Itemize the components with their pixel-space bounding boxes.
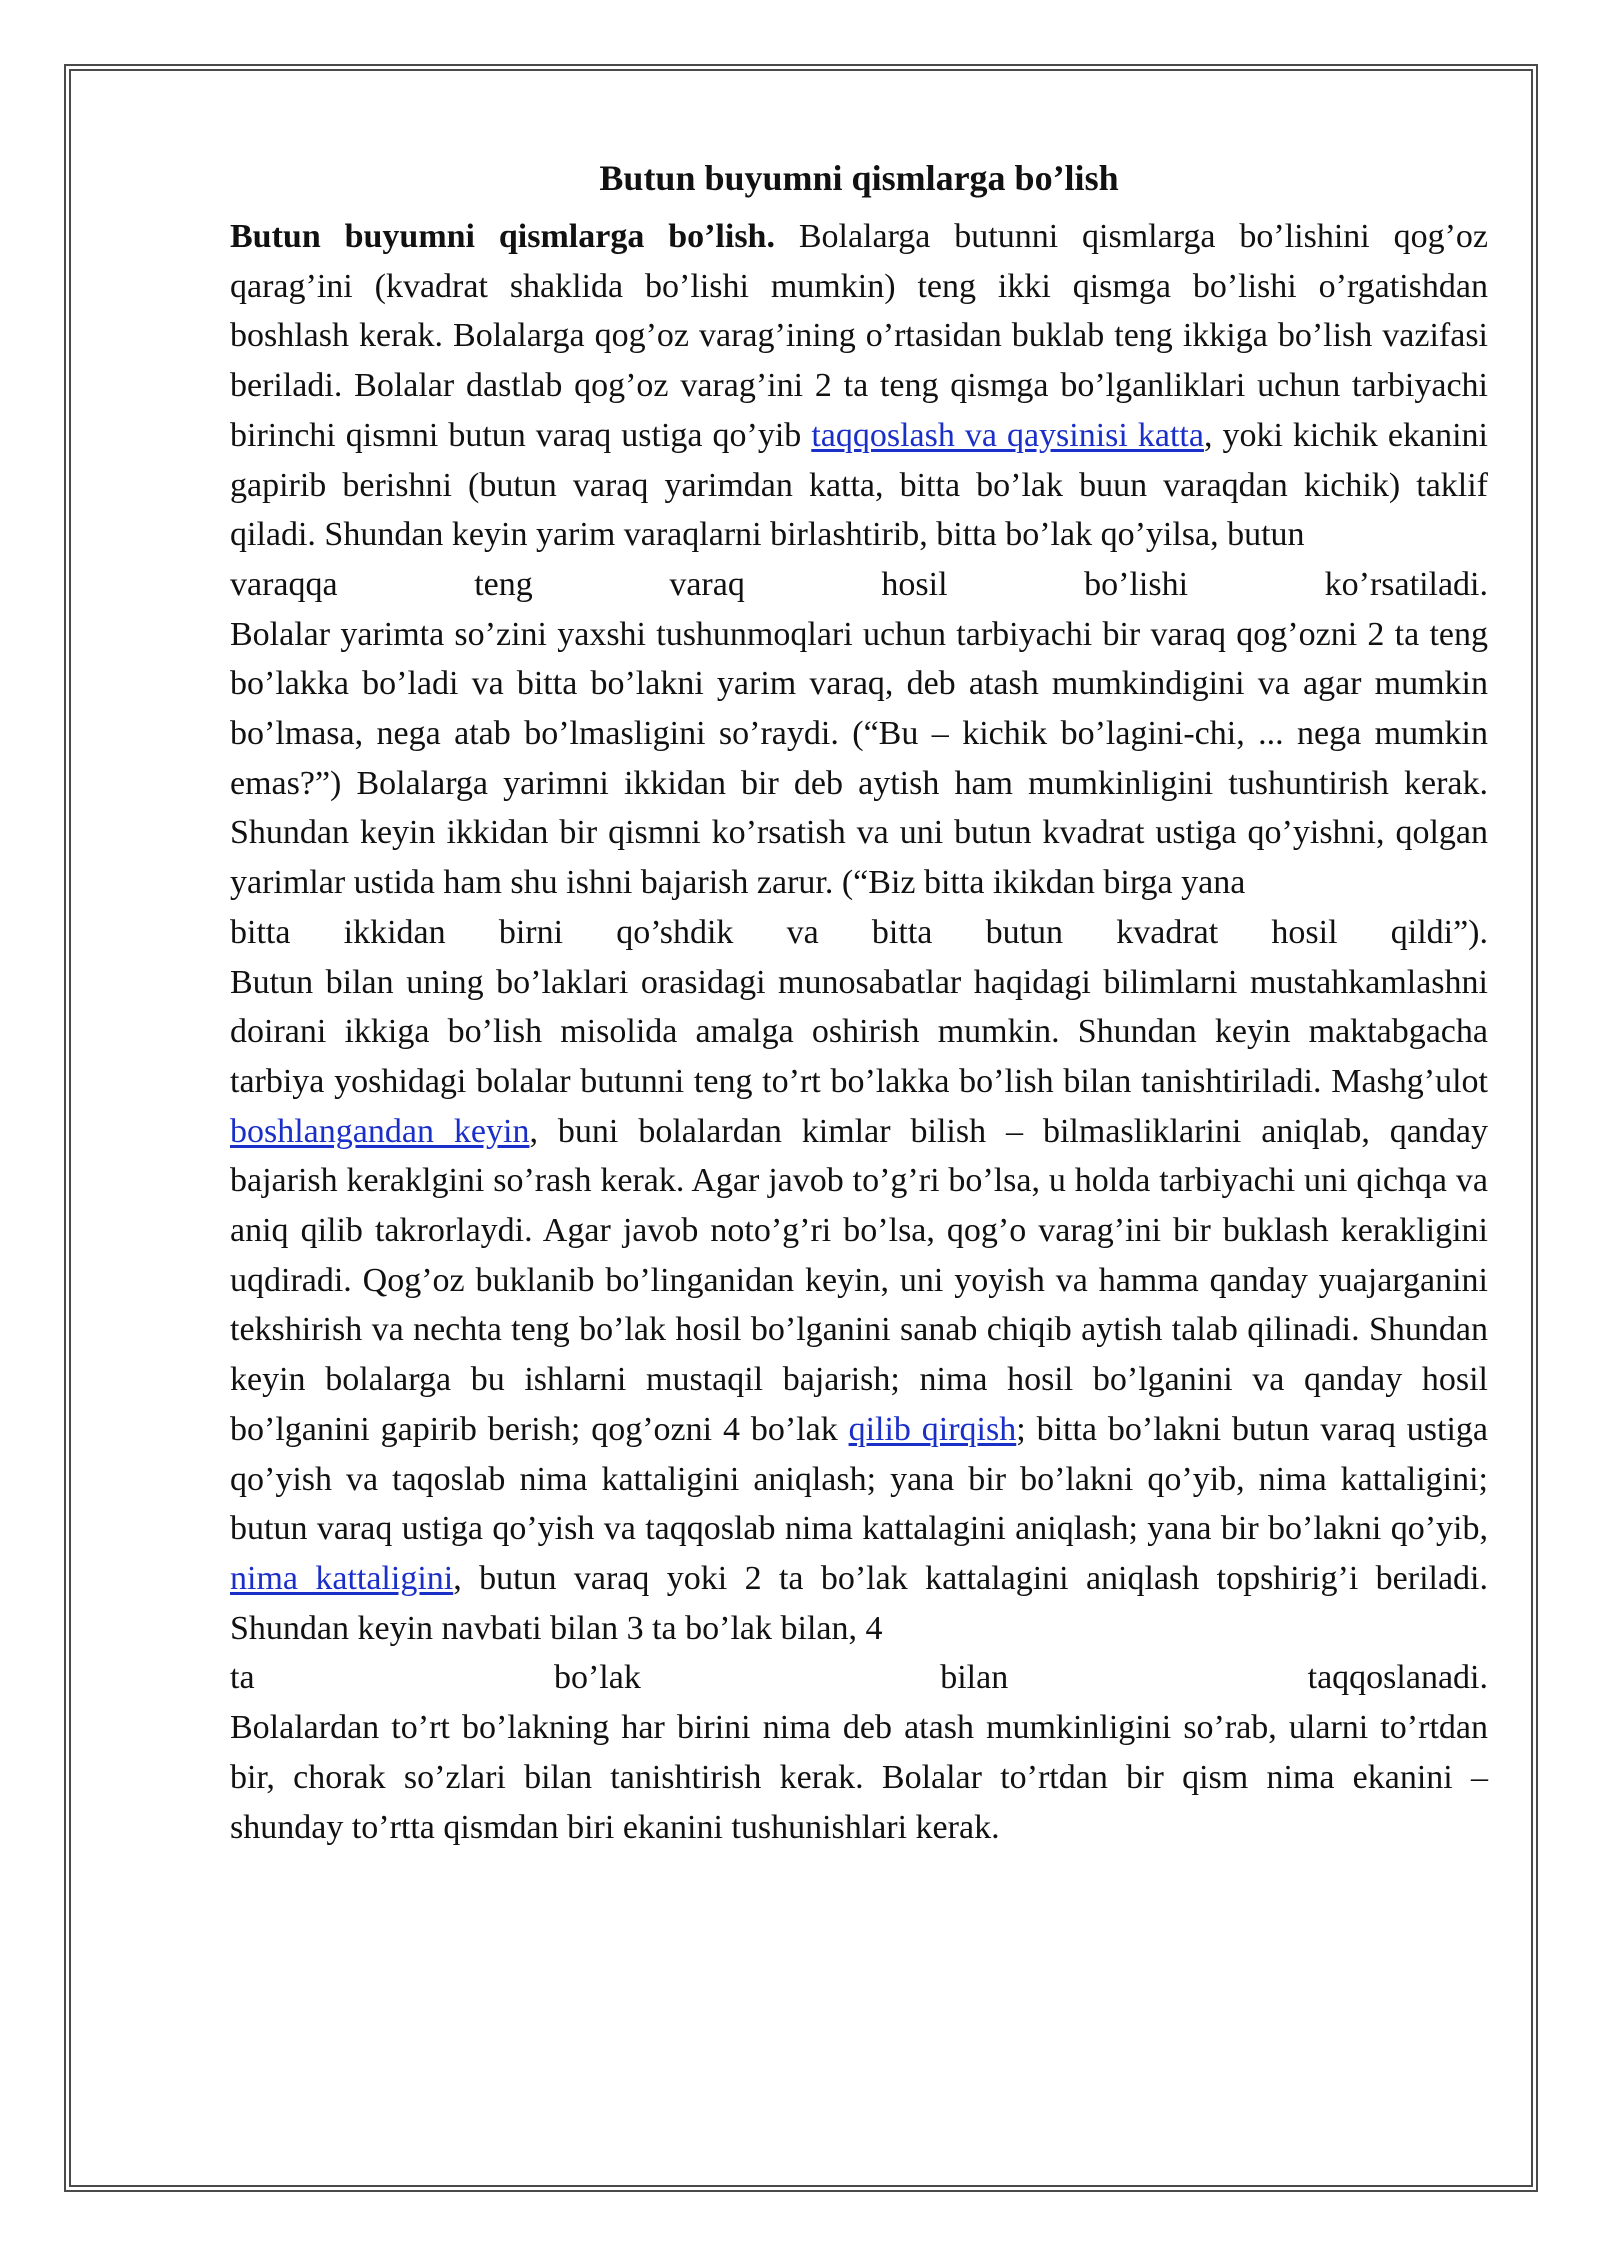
body-paragraph — [230, 212, 1488, 1852]
justified-line-2: bitta ikkidan birni qo’shdik va bitta butun kvadrat hosil qildi”). — [230, 913, 1488, 951]
link-boshlangandan[interactable]: boshlangandan keyin — [230, 1112, 530, 1150]
link-nima-kattaligini[interactable]: nima kattaligini — [230, 1559, 454, 1597]
justified-line-3: ta bo’lak bilan taqqoslanadi. — [230, 1659, 1488, 1697]
text-run-6: ; bitta bo’lakni butun varaq ustiga qo’yish va taqoslab nima kattaligini aniqlash; yana bir bo’lakni qo’yib, nima kattaligini; butun varaq ustiga qo’yish va taqqoslab nima kattalagini aniqlash; yana bir bo’lakni qo’yib, — [230, 1410, 1488, 1548]
lead-heading: Butun buyumni qismlarga bo’lish. — [230, 218, 775, 255]
text-run-4: Butun bilan uning bo’laklari orasidagi munosabatlar haqidagi bilimlarni mustahkamlashni doirani ikkiga bo’lish misolida amalga oshirish mumkin. Shundan keyin maktabgacha tarbiya yoshidagi bolalar butunni teng to’rt bo’lakka bo’lish bilan tanishtiriladi. Mashg’ulot — [230, 963, 1488, 1100]
text-run-3: Bolalar yarimta so’zini yaxshi tushunmoqlari uchun tarbiyachi bir varaq qog’ozni 2 ta teng bo’lakka bo’ladi va bitta bo’lakni yarim varaq, deb atash mumkindigini va agar mumkin bo’lmasa, nega atab bo’lmasligini so’raydi. (“Bu – kichik bo’lagini-chi, ... nega mumkin emas?”) Bolalarga yarimni ikkidan bir deb aytish ham mumkinligini tushuntirish kerak. Shundan keyin ikkidan bir qismni ko’rsatish va uni butun kvadrat ustiga qo’yishni, qolgan yarimlar ustida ham shu ishni bajarish zarur. (“Biz bitta ikikdan birga yana — [230, 615, 1488, 902]
document-content — [230, 148, 1488, 1852]
text-run-1: Bolalarga butunni qismlarga bo’lishini qog’oz qarag’ini (kvadrat shaklida bo’lishi mumkin) teng ikki qismga bo’lishi o’rgatishdan boshlash kerak. Bolalarga qog’oz varag’ining o’rtasidan buklab teng ikkiga bo’lish vazifasi beriladi. Bolalar dastlab qog’oz varag’ini 2 ta teng qismga bo’lganliklari uchun tarbiyachi birinchi qismni butun varaq ustiga qo’yib — [230, 218, 1488, 454]
text-run-5: , buni bolalardan kimlar bilish – bilmasliklarini aniqlab, qanday bajarish keraklgini so’rash kerak. Agar javob to’g’ri bo’lsa, u holda tarbiyachi uni qichqa va aniq qilib takrorlaydi. Agar javob noto’g’ri bo’lsa, qog’o varag’ini bir buklash kerakligini uqdiradi. Qog’oz buklanib bo’linganidan keyin, uni yoyish va hamma qanday yuajarganini tekshirish va nechta teng bo’lak hosil bo’lganini sanab chiqib aytish talab qilinadi. Shundan keyin bolalarga bu ishlarni mustaqil bajarish; nima hosil bo’lganini va qanday hosil bo’lganini gapirib berish; qog’ozni 4 bo’lak — [230, 1112, 1488, 1448]
link-taqqoslash[interactable]: taqqoslash va qaysinisi katta — [811, 416, 1204, 454]
text-run-2: , yoki kichik ekanini gapirib berishni (butun varaq yarimdan katta, bitta bo’lak buun varaqdan kichik) taklif qiladi. Shundan keyin yarim varaqlarni birlashtirib, bitta bo’lak qo’yilsa, butun — [230, 416, 1488, 554]
text-run-8: Bolalardan to’rt bo’lakning har birini nima deb atash mumkinligini so’rab, ularni to’rtdan bir, chorak so’zlari bilan tanishtirish kerak. Bolalar to’rtdan bir qism nima ekanini – shunday to’rtta qismdan biri ekanini tushunishlari kerak. — [230, 1709, 1488, 1846]
link-qilib-qirqish[interactable]: qilib qirqish — [848, 1410, 1017, 1448]
document-title: Butun buyumni qismlarga bo’lish — [599, 158, 1119, 198]
justified-line-1: varaqqa teng varaq hosil bo’lishi ko’rsatiladi. — [230, 565, 1488, 603]
text-run-7: , butun varaq yoki 2 ta bo’lak kattalagini aniqlash topshirig’i beriladi. Shundan keyin navbati bilan 3 ta bo’lak bilan, 4 — [230, 1559, 1489, 1647]
